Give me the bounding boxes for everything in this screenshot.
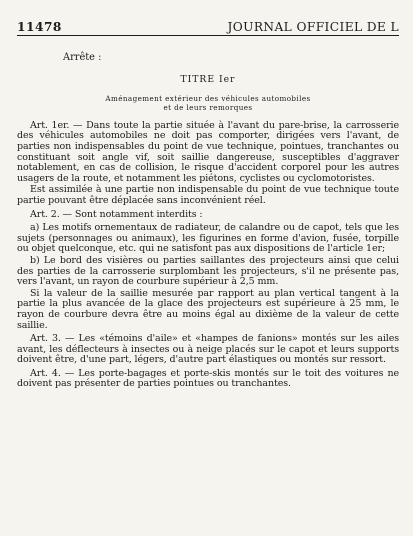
subtitle-line: Aménagement extérieur des véhicules automobiles bbox=[105, 94, 311, 103]
article-1-paragraph: Art. 1er. — Dans toute la partie située à l'avant du pare-brise, la carrosserie des véhicules automobiles ne doit pas comporter, dirigées vers l'avant, de parties non indispensables du point de vue technique, pointues, tranchantes ou constituant soit angle vif, soit saillie dangereuse, susceptibles d'aggraver notablement, en cas de collision, le risque d'accident corporel pour les autres usagers de la route, et notamment les piétons, cyclistes ou cyclomotoristes. bbox=[17, 119, 399, 184]
article-1-assimilation-paragraph: Est assimilée à une partie non indispensable du point de vue technique toute partie pouvant être déplacée sans inconvénient réel. bbox=[17, 184, 399, 206]
page-number: 11478 bbox=[17, 20, 62, 34]
journal-title: JOURNAL OFFICIEL DE L bbox=[227, 20, 399, 34]
titre-heading: TITRE Ier bbox=[180, 74, 236, 85]
article-3-paragraph: Art. 3. — Les «témoins d'aile» et «hampes de fanions» montés sur les ailes avant, les déflecteurs à insectes ou à neige placés sur le capot et leurs supports doivent être, d'une part, légers, d'autre part élastiques ou montés sur ressort. bbox=[17, 333, 399, 366]
article-2-heading: Art. 2. — Sont notamment interdits : bbox=[30, 208, 203, 220]
section-subtitle bbox=[17, 94, 399, 113]
article-2-saillie-paragraph: Si la valeur de la saillie mesurée par rapport au plan vertical tangent à la partie la plus avancée de la glace des projecteurs est supérieure à 25 mm, le rayon de courbure devra être au moins égal au dixième de la valeur de cette saillie. bbox=[17, 287, 399, 331]
arrete-heading: Arrête : bbox=[63, 52, 102, 63]
article-4-paragraph: Art. 4. — Les porte-bagages et porte-skis montés sur le toit des voitures ne doivent pas présenter de parties pointues ou tranchantes. bbox=[17, 367, 399, 390]
article-2-item-a: a) Les motifs ornementaux de radiateur, de calandre ou de capot, tels que les sujets (personnages ou animaux), les figurines en forme d'avion, fusée, torpille ou objet quelconque, etc. qui ne satisfont pas aux dispositions de l'article 1er; bbox=[17, 222, 399, 255]
page-header bbox=[17, 20, 399, 36]
subtitle-line: et de leurs remorques bbox=[163, 103, 253, 113]
article-2-item-b: b) Le bord des visières ou parties saillantes des projecteurs ainsi que celui des parties de la carrosserie surplombant les projecteurs, s'il ne présente pas, vers l'avant, un rayon de courbure supérieur à 2,5 mm. bbox=[17, 254, 399, 288]
